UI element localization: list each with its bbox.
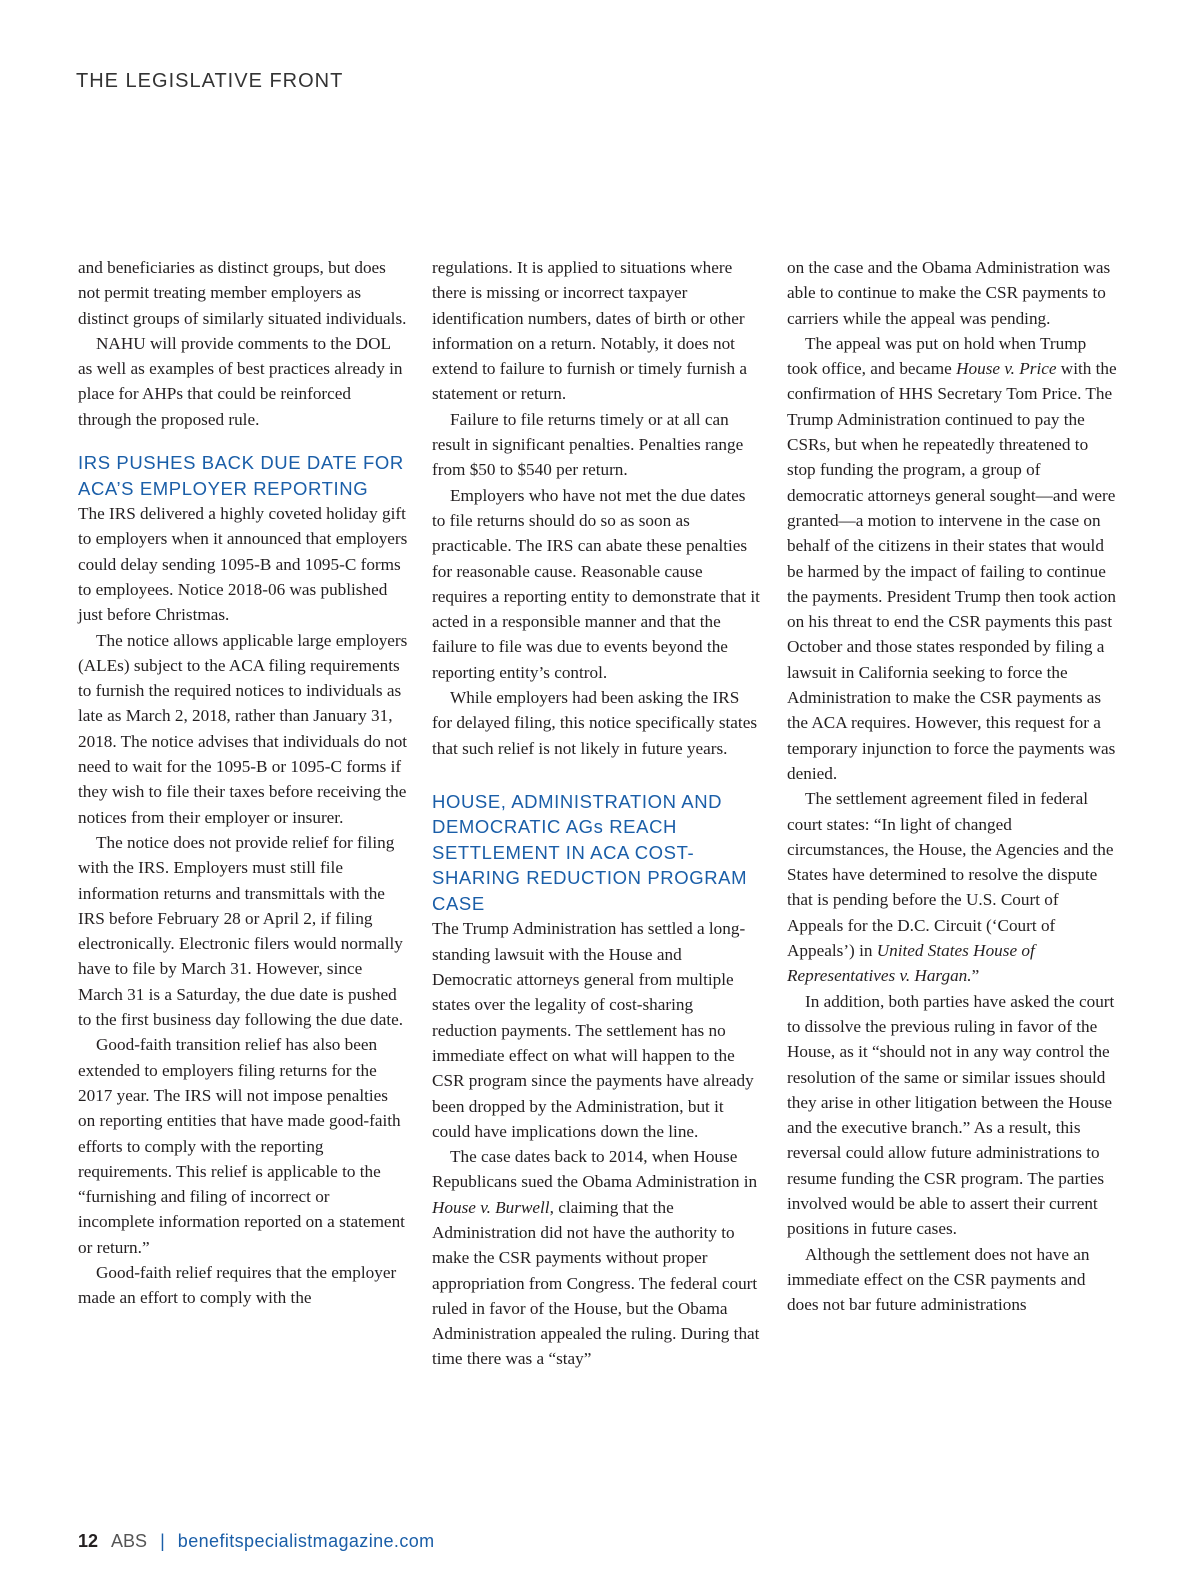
text-run: The appeal was put on hold when Trump took office, and became — [787, 333, 1087, 379]
subheading-csr-settlement: HOUSE, ADMINISTRATION AND DEMOCRATIC AGs REACH SETTLEMENT IN ACA COST-SHARING REDUCTION PROGRAM CASE — [432, 790, 748, 914]
paragraph: The Trump Administration has settled a long-standing lawsuit with the House and Democratic attorneys general from multiple states over the legality of cost-sharing reduction payments. The settlement has no immediate effect on what will happen to the CSR program since the payments have already been dropped by the Administration, but it could have implications down the line. — [432, 919, 754, 1141]
article-column-2 — [432, 255, 762, 1372]
text-run: ” — [971, 966, 980, 986]
paragraph: Although the settlement does not have an immediate effect on the CSR payments and does not bar future administrations — [787, 1244, 1090, 1315]
paragraph: The IRS delivered a highly coveted holiday gift to employers when it announced that employers could delay sending 1095-B and 1095-C forms to employees. Notice 2018-06 was published just before Christmas. — [78, 504, 408, 625]
paragraph — [787, 786, 1117, 988]
magazine-name: ABS — [111, 1531, 148, 1551]
text-run: with the confirmation of HHS Secretary Tom Price. The Trump Administration continued to pay the CSRs, but when he repeatedly threatened to stop funding the program, a group of democratic attorneys general sought—and were granted—a motion to intervene in the case on behalf of the citizens in their states that would be harmed by the impact of failing to continue the payments. President Trump then took action on his threat to end the CSR payments this past October and those states responded by filing a lawsuit in California seeking to force the Administration to make the CSR payments as the ACA requires. However, this request for a temporary injunction to force the payments was denied. — [787, 359, 1117, 783]
paragraph: The notice does not provide relief for filing with the IRS. Employers must still file information returns and transmittals with the IRS before February 28 or April 2, if filing electronically. Electronic filers would normally have to file by March 31. However, since March 31 is a Saturday, the due date is pushed to the first business day following the due date. — [78, 832, 404, 1030]
paragraph: on the case and the Obama Administration was able to continue to make the CSR payments to carriers while the appeal was pending. — [787, 258, 1111, 328]
article-column-1 — [78, 255, 408, 1311]
paragraph: Employers who have not met the due dates to file returns should do so as soon as practicable. The IRS can abate these penalties for reasonable cause. Reasonable cause requires a reporting entity to demonstrate that it acted in a responsible manner and that the failure to file was due to events beyond the reporting entity’s control. — [432, 485, 760, 682]
paragraph: regulations. It is applied to situations where there is missing or incorrect taxpayer identification numbers, dates of birth or other information on a return. Notably, it does not extend to failure to furnish or timely furnish a statement or return. — [432, 258, 748, 404]
page-number: 12 — [78, 1531, 99, 1551]
paragraph: In addition, both parties have asked the court to dissolve the previous ruling in favor of the House, as it “should not in any way control the resolution of the same or similar issues should they arise in other litigation between the House and the executive branch.” As a result, this reversal could allow future administrations to resume funding the CSR program. The parties involved would be able to assert their current positions in future cases. — [787, 991, 1115, 1239]
paragraph: Good-faith transition relief has also been extended to employers filing returns for the 2017 year. The IRS will not impose penalties on reporting entities that have made good-faith efforts to comply with the reporting requirements. This relief is applicable to the “furnishing and filing of incorrect or incomplete information reported on a statement or return.” — [78, 1035, 405, 1257]
paragraph — [432, 1144, 762, 1372]
paragraph: Good-faith relief requires that the employer made an effort to comply with the — [78, 1262, 397, 1308]
subheading-irs-due-date: IRS PUSHES BACK DUE DATE FOR ACA’S EMPLOYER REPORTING — [78, 452, 404, 499]
text-run: The case dates back to 2014, when House Republicans sued the Obama Administration in — [432, 1147, 758, 1192]
text-run: , claiming that the Administration did not have the authority to make the CSR payments without proper appropriation from Congress. The federal court ruled in favor of the House, but the Obama Administration appealed the ruling. During that time there was a “stay” — [432, 1197, 760, 1369]
paragraph: and beneficiaries as distinct groups, but does not permit treating member employers as distinct groups of similarly situated individuals. — [78, 258, 407, 328]
paragraph: Failure to file returns timely or at all can result in significant penalties. Penalties range from $50 to $540 per return. — [432, 409, 744, 480]
paragraph — [787, 331, 1117, 786]
page-footer — [78, 1531, 435, 1552]
section-label: THE LEGISLATIVE FRONT — [76, 70, 344, 92]
paragraph: NAHU will provide comments to the DOL as well as examples of best practices already in place for AHPs that could be reinforced through the proposed rule. — [78, 333, 403, 429]
case-name: House v. Price — [956, 359, 1057, 379]
text-run: The settlement agreement filed in federal court states: “In light of changed circumstances, the House, the Agencies and the States have determined to resolve the dispute that is pending before the U.S. Court of Appeals for the D.C. Circuit (‘Court of Appeals’) in — [787, 789, 1114, 961]
footer-separator: | — [160, 1531, 165, 1551]
case-name: House v. Burwell — [432, 1197, 550, 1217]
case-name: United States House of Representatives v. Hargan. — [787, 941, 1035, 986]
website-url: benefitspecialistmagazine.com — [177, 1531, 435, 1551]
paragraph: The notice allows applicable large employers (ALEs) subject to the ACA filing requirements to furnish the required notices to individuals as late as March 2, 2018, rather than January 31, 2018. The notice advises that individuals do not need to wait for the 1095-B or 1095-C forms if they wish to file their taxes before receiving the notices from their employer or insurer. — [78, 630, 408, 827]
article-column-3 — [787, 255, 1117, 1317]
paragraph: While employers had been asking the IRS for delayed filing, this notice specifically states that such relief is not likely in future years. — [432, 688, 758, 758]
